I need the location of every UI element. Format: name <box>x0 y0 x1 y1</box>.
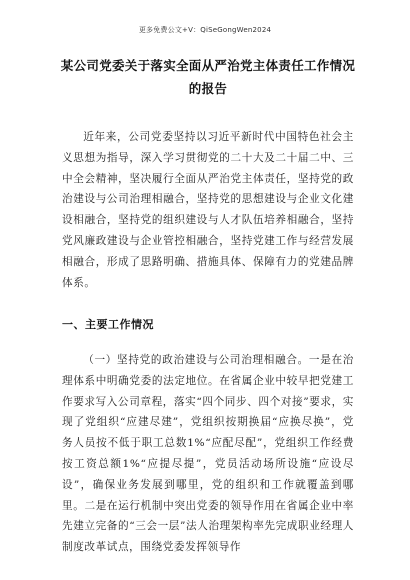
section-paragraph: （一）坚持党的政治建设与公司治理相融合。一是在治理体系中明确党委的法定地位。在省属企业中较早把党建工作要求写入公司章程，落实“四个同步、四个对接”要求，实现了党组织“应建尽建”，党组织按期换届“应换尽换”，党务人员按不低于职工总数1%“应配尽配”，党组织工作经费按工资总额1%“应提尽提”，党员活动场所设施“应设尽设”，确保业务发展到哪里，党的组织和工作就覆盖到哪里。二是在运行机制中突出党委的领导作用在省属企业中率先建立完备的“三会一层”法人治理架构率先完成职业经理人制度改革试点，围绕党委发挥领导作 <box>62 354 354 554</box>
section-heading: 一、主要工作情况 <box>62 318 154 331</box>
header-watermark-note: 更多免费公文+V：QiSeGongWen2024 <box>138 26 272 34</box>
intro-paragraph: 近年来，公司党委坚持以习近平新时代中国特色社会主义思想为指导，深入学习贯彻党的二十大及二十届二中、三中全会精神，坚决履行全面从严治党主体责任，坚持党的政治建设与公司治理相融合，坚持党的思想建设与企业文化建设相融合，坚持党的组织建设与人才队伍培养相融合，坚持党风廉政建设与企业管控相融合，坚持党建工作与经营发展相融合，形成了思路明确、措施具体、保障有力的党建品牌体系。 <box>62 131 354 289</box>
document-title: 某公司党委关于落实全面从严治党主体责任工作情况的报告 <box>60 58 356 96</box>
